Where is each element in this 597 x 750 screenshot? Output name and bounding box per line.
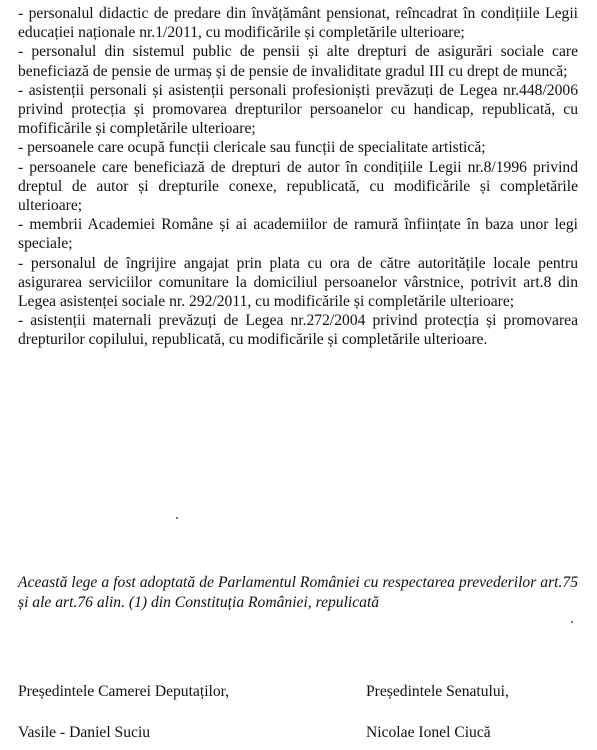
adoption-statement: Această lege a fost adoptată de Parlamentul României cu respectarea prevederilor art.75 și ale art.76 alin. (1) din Constituția României, repulicată: [18, 574, 578, 611]
chamber-president-name: Vasile - Daniel Suciu: [18, 724, 151, 741]
list-item: - asistenții maternali prevăzuți de Legea nr.272/2004 privind protecția și promovarea drepturilor copilului, republicată, cu modificările și completările ulterioare.: [18, 312, 578, 349]
list-item: - persoanele care beneficiază de drepturi de autor în condițiile Legii nr.8/1996 privind dreptul de autor și drepturile conexe, republicată, cu modificările și completările ulterioare;: [18, 158, 578, 215]
beneficiary-list: [18, 4, 578, 350]
list-item: - personalul de îngrijire angajat prin plata cu ora de către autoritățile locale pentru asigurarea serviciilor comunitare la domiciliul persoanelor vârstnice, potrivit art.8 din Legea asistenței sociale nr. 292/2011, cu modificările și completările ulterioare;: [18, 254, 578, 311]
list-item: - membrii Academiei Române și ai academiilor de ramură înființate în baza unor legi speciale;: [18, 216, 578, 253]
senate-president-name: Nicolae Ionel Ciucă: [366, 724, 491, 741]
list-item: - persoanele care ocupă funcții clericale sau funcții de specialitate artistică;: [18, 139, 486, 157]
senate-president-title: Președintele Senatului,: [366, 683, 509, 700]
list-item: - personalul didactic de predare din învățământ pensionat, reîncadrat în condițiile Legii educației naționale nr.1/2011, cu modificările și completările ulterioare;: [18, 5, 578, 42]
scan-speck: [571, 621, 573, 623]
list-item: - asistenții personali și asistenții personali profesioniști prevăzuți de Legea nr.448/2006 privind protecția și promovarea drepturilor persoanelor cu handicap, republicată, cu mofificările și completările ulterioare;: [18, 81, 578, 138]
scan-speck: [176, 517, 178, 519]
list-item: - personalul din sistemul public de pensii și alte drepturi de asigurări sociale care beneficiază de pensie de urmaș și de pensie de invaliditate gradul III cu drept de muncă;: [18, 43, 578, 80]
chamber-president-title: Președintele Camerei Deputaților,: [18, 683, 230, 700]
